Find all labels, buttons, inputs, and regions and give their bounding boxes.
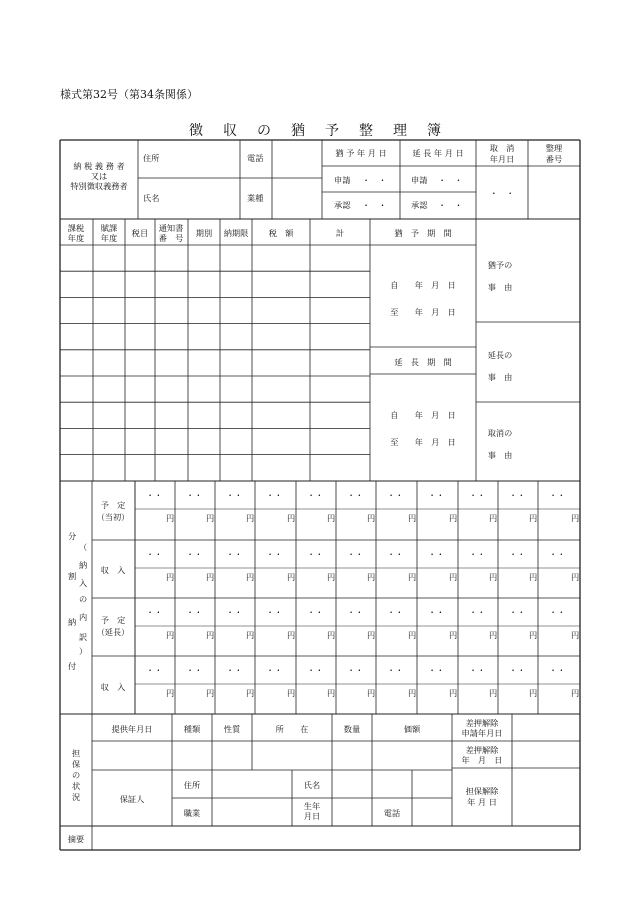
column-header: 通知書 xyxy=(158,223,184,233)
yen-label: 円 xyxy=(529,630,538,640)
date-mark: ・・ xyxy=(428,490,445,500)
title-char: 理 xyxy=(393,123,407,139)
date-mark: ・・ xyxy=(347,665,364,675)
g-name-label: 氏名 xyxy=(303,780,321,790)
title-char: 整 xyxy=(359,123,373,139)
date-mark: ・・ xyxy=(549,549,566,559)
g-address-label: 住所 xyxy=(183,780,201,790)
date-mark: ・・ xyxy=(428,607,445,617)
yen-label: 円 xyxy=(287,630,296,640)
form-number: 様式第32号（第34条関係） xyxy=(60,88,198,101)
installment-row-label: （延長） xyxy=(96,627,130,637)
seizure-cancel-app-header: 差押解除 xyxy=(465,718,499,728)
side-char: ） xyxy=(79,646,88,656)
side-char: 分 xyxy=(68,531,77,541)
cancel-reason-label: 取消の xyxy=(487,428,513,438)
side-char: 況 xyxy=(72,792,81,802)
date-mark: ・・ xyxy=(509,490,526,500)
yen-label: 円 xyxy=(571,630,580,640)
date-mark: ・・ xyxy=(146,665,163,675)
approval-label: 承認 xyxy=(411,200,428,210)
extension-period-header: 延 長 期 間 xyxy=(394,357,452,367)
application-label: 申請 xyxy=(334,175,351,185)
date-dots: ・ ・ xyxy=(362,200,387,210)
side-char: 納 xyxy=(68,617,77,627)
column-header: 年度 xyxy=(67,233,85,243)
installment-row-label: 予 定 xyxy=(100,615,126,625)
period-to: 至 年 月 日 xyxy=(390,307,456,317)
yen-label: 円 xyxy=(367,688,376,698)
yen-label: 円 xyxy=(327,513,336,523)
date-dots: ・ ・ xyxy=(438,175,463,185)
date-mark: ・・ xyxy=(266,490,283,500)
yen-label: 円 xyxy=(449,572,458,582)
yen-label: 円 xyxy=(449,513,458,523)
date-mark: ・・ xyxy=(347,549,364,559)
date-mark: ・・ xyxy=(387,665,404,675)
date-mark: ・・ xyxy=(347,490,364,500)
installment-row-label: （当初） xyxy=(96,512,130,522)
installment-row-label: 予 定 xyxy=(100,500,126,510)
yen-label: 円 xyxy=(529,513,538,523)
cancel-reason-label: 事 由 xyxy=(487,450,513,460)
yen-label: 円 xyxy=(571,513,580,523)
reference-no-header: 整理 xyxy=(545,143,563,153)
title-char: 猶 xyxy=(291,123,305,139)
date-mark: ・・ xyxy=(226,665,243,675)
yen-label: 円 xyxy=(246,630,255,640)
yen-label: 円 xyxy=(449,630,458,640)
yen-label: 円 xyxy=(367,572,376,582)
date-mark: ・・ xyxy=(307,665,324,675)
seizure-cancel-app-header: 申請年月日 xyxy=(461,728,503,738)
period-from: 自 年 月 日 xyxy=(390,410,456,420)
title-char: 予 xyxy=(325,123,339,139)
side-char: の xyxy=(79,594,88,604)
yen-label: 円 xyxy=(166,688,175,698)
date-mark: ・・ xyxy=(549,607,566,617)
phone-label: 電話 xyxy=(247,153,264,163)
business-label: 業種 xyxy=(247,193,264,203)
date-mark: ・・ xyxy=(387,549,404,559)
date-mark: ・・ xyxy=(186,665,203,675)
yen-label: 円 xyxy=(327,688,336,698)
date-mark: ・・ xyxy=(347,607,364,617)
kind-header: 種類 xyxy=(183,724,201,734)
payer-label: 特別徴収義務者 xyxy=(70,181,128,191)
provide-date-header: 提供年月日 xyxy=(111,724,153,734)
installment-row-label: 収 入 xyxy=(100,682,126,692)
side-char: 保 xyxy=(72,759,81,769)
deferral-reason-label: 事 由 xyxy=(487,282,513,292)
cancel-date-header: 年月日 xyxy=(489,154,515,164)
date-mark: ・・ xyxy=(307,607,324,617)
remarks-label: 摘要 xyxy=(67,834,85,844)
date-mark: ・・ xyxy=(307,549,324,559)
title-char: 徴 xyxy=(189,123,203,139)
payer-label: 納 税 義 務 者 xyxy=(73,161,125,171)
side-char: 納 xyxy=(79,560,88,570)
date-dots: ・ ・ xyxy=(489,188,515,198)
deferral-reason-label: 猶予の xyxy=(487,260,513,270)
date-mark: ・・ xyxy=(226,490,243,500)
date-mark: ・・ xyxy=(146,607,163,617)
yen-label: 円 xyxy=(206,630,215,640)
yen-label: 円 xyxy=(367,513,376,523)
yen-label: 円 xyxy=(571,688,580,698)
period-to: 至 年 月 日 xyxy=(390,437,456,447)
side-char: 状 xyxy=(72,781,81,791)
yen-label: 円 xyxy=(246,688,255,698)
date-mark: ・・ xyxy=(266,549,283,559)
yen-label: 円 xyxy=(529,688,538,698)
date-mark: ・・ xyxy=(428,665,445,675)
seizure-cancel-header: 年 月 日 xyxy=(461,755,503,765)
yen-label: 円 xyxy=(408,630,417,640)
payer-label: 又は xyxy=(90,171,108,181)
yen-label: 円 xyxy=(166,513,175,523)
yen-label: 円 xyxy=(489,572,498,582)
period-from: 自 年 月 日 xyxy=(390,280,456,290)
date-mark: ・・ xyxy=(387,490,404,500)
address-label: 住所 xyxy=(143,153,160,163)
seizure-cancel-header: 差押解除 xyxy=(465,745,499,755)
column-header: 年度 xyxy=(100,233,118,243)
title-char: の xyxy=(257,123,271,139)
yen-label: 円 xyxy=(529,572,538,582)
quantity-header: 数量 xyxy=(343,724,361,734)
g-birth-label: 生年 xyxy=(303,801,321,811)
date-mark: ・・ xyxy=(549,490,566,500)
location-header: 所 在 xyxy=(275,724,309,734)
column-header: 賦課 xyxy=(100,223,118,233)
extension-date-header: 延 長 年 月 日 xyxy=(412,148,464,158)
yen-label: 円 xyxy=(408,688,417,698)
yen-label: 円 xyxy=(287,688,296,698)
side-char: 内 xyxy=(79,612,88,622)
deferral-date-header: 猶 予 年 月 日 xyxy=(335,148,387,158)
yen-label: 円 xyxy=(287,572,296,582)
yen-label: 円 xyxy=(206,572,215,582)
side-char: の xyxy=(72,770,81,780)
date-mark: ・・ xyxy=(146,490,163,500)
date-mark: ・・ xyxy=(266,665,283,675)
reference-no-header: 番号 xyxy=(545,154,563,164)
date-mark: ・・ xyxy=(186,490,203,500)
yen-label: 円 xyxy=(287,513,296,523)
date-mark: ・・ xyxy=(509,607,526,617)
side-char: 担 xyxy=(72,748,81,758)
extension-reason-label: 事 由 xyxy=(487,372,513,382)
side-char: 入 xyxy=(79,578,88,588)
yen-label: 円 xyxy=(408,513,417,523)
g-phone-label: 電話 xyxy=(383,808,401,818)
yen-label: 円 xyxy=(489,513,498,523)
date-mark: ・・ xyxy=(186,607,203,617)
yen-label: 円 xyxy=(489,630,498,640)
g-birth-label: 月日 xyxy=(303,811,321,821)
column-header: 課税 xyxy=(67,223,85,233)
date-mark: ・・ xyxy=(549,665,566,675)
date-mark: ・・ xyxy=(186,549,203,559)
date-mark: ・・ xyxy=(428,549,445,559)
side-char: 訳 xyxy=(79,632,88,642)
column-header: 税 額 xyxy=(268,228,294,238)
approval-label: 承認 xyxy=(334,200,351,210)
g-business-label: 職業 xyxy=(183,808,201,818)
release-date-header: 年 月 日 xyxy=(467,797,497,807)
yen-label: 円 xyxy=(206,513,215,523)
date-mark: ・・ xyxy=(387,607,404,617)
yen-label: 円 xyxy=(166,630,175,640)
nature-header: 性質 xyxy=(223,724,241,734)
yen-label: 円 xyxy=(408,572,417,582)
date-mark: ・・ xyxy=(469,665,486,675)
date-mark: ・・ xyxy=(146,549,163,559)
yen-label: 円 xyxy=(367,630,376,640)
installment-row-label: 収 入 xyxy=(100,565,126,575)
value-header: 価額 xyxy=(403,724,421,734)
date-dots: ・ ・ xyxy=(362,175,387,185)
side-char: 割 xyxy=(68,571,77,581)
yen-label: 円 xyxy=(246,572,255,582)
column-header: 番 号 xyxy=(158,233,184,243)
name-label: 氏名 xyxy=(143,193,160,203)
date-mark: ・・ xyxy=(509,549,526,559)
column-header: 期別 xyxy=(195,228,213,238)
yen-label: 円 xyxy=(327,630,336,640)
side-char: 付 xyxy=(68,661,77,671)
yen-label: 円 xyxy=(449,688,458,698)
yen-label: 円 xyxy=(206,688,215,698)
column-header: 納期限 xyxy=(223,228,249,238)
cancel-date-header: 取 消 xyxy=(489,143,515,153)
date-mark: ・・ xyxy=(469,490,486,500)
date-mark: ・・ xyxy=(266,607,283,617)
release-date-header: 担保解除 xyxy=(465,786,499,796)
side-char: （ xyxy=(79,542,88,552)
date-mark: ・・ xyxy=(226,549,243,559)
guarantor-label: 保証人 xyxy=(119,794,145,804)
yen-label: 円 xyxy=(327,572,336,582)
column-header: 税目 xyxy=(131,228,149,238)
yen-label: 円 xyxy=(246,513,255,523)
date-mark: ・・ xyxy=(509,665,526,675)
title-char: 収 xyxy=(223,123,237,139)
yen-label: 円 xyxy=(489,688,498,698)
application-label: 申請 xyxy=(411,175,428,185)
date-mark: ・・ xyxy=(469,607,486,617)
date-mark: ・・ xyxy=(226,607,243,617)
yen-label: 円 xyxy=(571,572,580,582)
title-char: 簿 xyxy=(427,123,441,139)
yen-label: 円 xyxy=(166,572,175,582)
date-mark: ・・ xyxy=(469,549,486,559)
date-mark: ・・ xyxy=(307,490,324,500)
deferral-period-header: 猶 予 期 間 xyxy=(394,228,452,238)
date-dots: ・ ・ xyxy=(438,200,463,210)
column-header: 計 xyxy=(335,228,345,238)
extension-reason-label: 延長の xyxy=(487,350,513,360)
